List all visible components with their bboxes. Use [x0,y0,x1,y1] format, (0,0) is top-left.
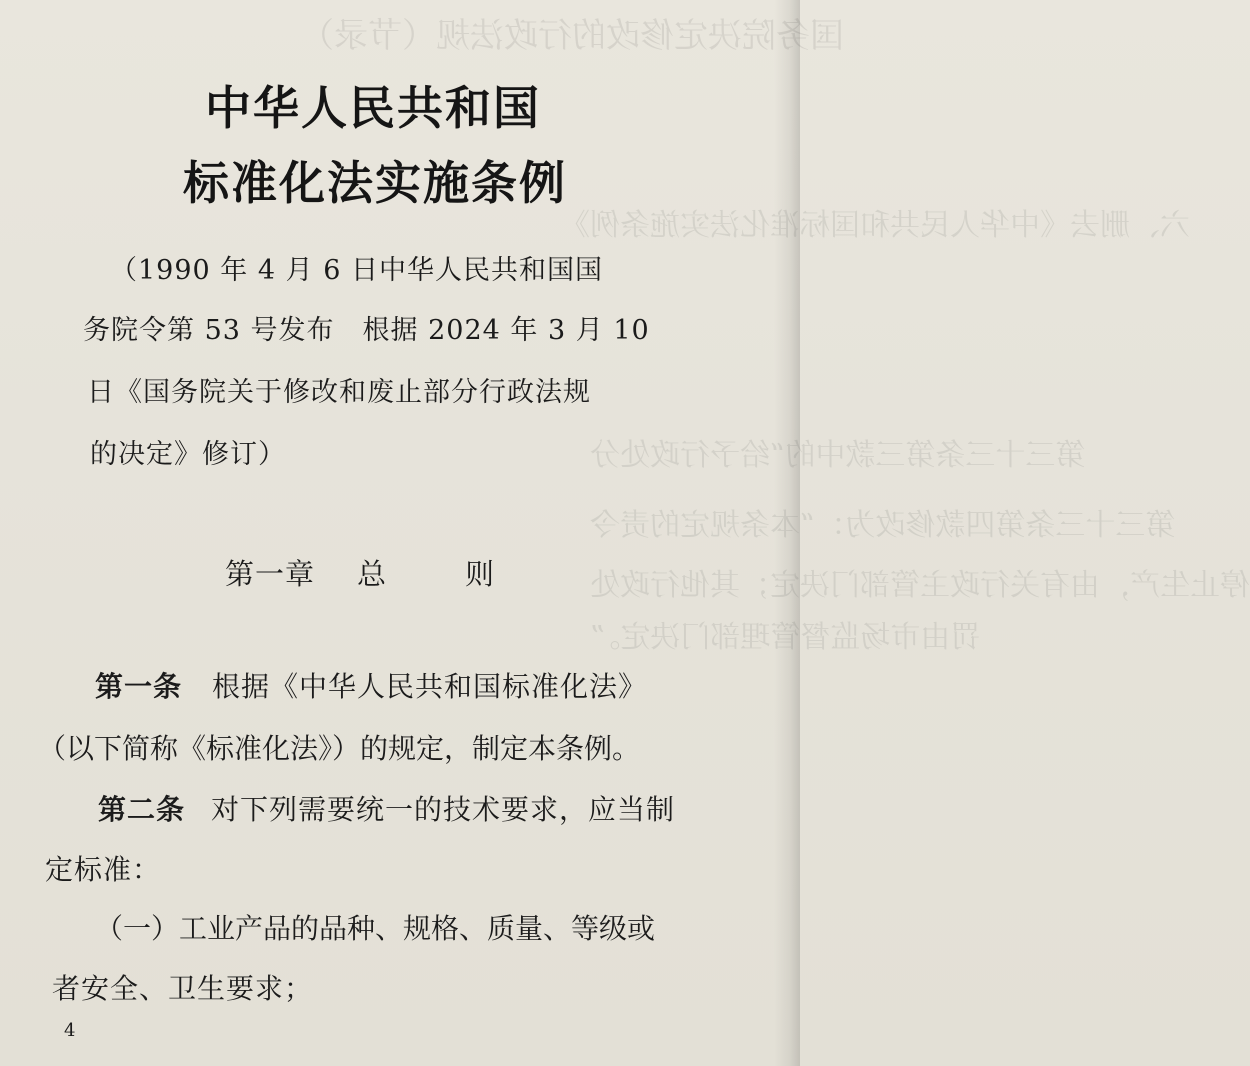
page-number: 4 [64,1020,76,1041]
chapter-title-char-1: 总 [357,557,388,591]
chapter-heading [225,552,495,593]
article-2-item-1-line-2: 者安全、卫生要求； [52,972,314,1005]
article-2-line-1 [98,788,675,828]
article-2-item-1-line-1: （一）工业产品的品种、规格、质量、等级或 [95,912,656,945]
article-2-text-1: 对下列需要统一的技术要求，应当制 [211,793,676,826]
bleed-through-text: 第三十三条第三款中的“给予行政处分 [590,438,1086,473]
bleed-through-text: 六、删去《中华人民共和国标准化法实施条例》 [560,208,1190,243]
article-1-line-1 [95,665,647,705]
bleed-through-text: 第三十三条第四款修改为：“本条规定的责令 [590,508,1176,543]
document-title-line-1: 中华人民共和国 [205,81,541,135]
article-1-line-2: （以下简称《标准化法》）的规定，制定本条例。 [38,732,641,765]
document-title-line-2: 标准化法实施条例 [183,156,567,210]
article-1-text-1: 根据《中华人民共和国标准化法》 [212,670,648,703]
chapter-title-char-2: 则 [465,557,496,591]
article-2-line-2: 定标准： [45,853,162,886]
bleed-through-text: 停止生产，由有关行政主管部门决定；其他行政处 [590,568,1250,603]
chapter-number: 第一章 [225,557,316,591]
promulgation-note-line-2: 务院令第 53 号发布 根据 2024 年 3 月 10 [83,315,650,346]
article-2-label: 第二条 [98,793,186,826]
promulgation-note-line-1: （1990 年 4 月 6 日中华人民共和国国 [110,255,603,286]
bleed-through-text: 国务院决定修改的行政法规（节录） [300,16,844,56]
page-edge-shadow [774,0,800,1066]
promulgation-note-line-4: 的决定》修订） [90,439,286,470]
promulgation-note-line-3: 日《国务院关于修改和废止部分行政法规 [87,377,591,408]
article-1-label: 第一条 [95,670,183,703]
